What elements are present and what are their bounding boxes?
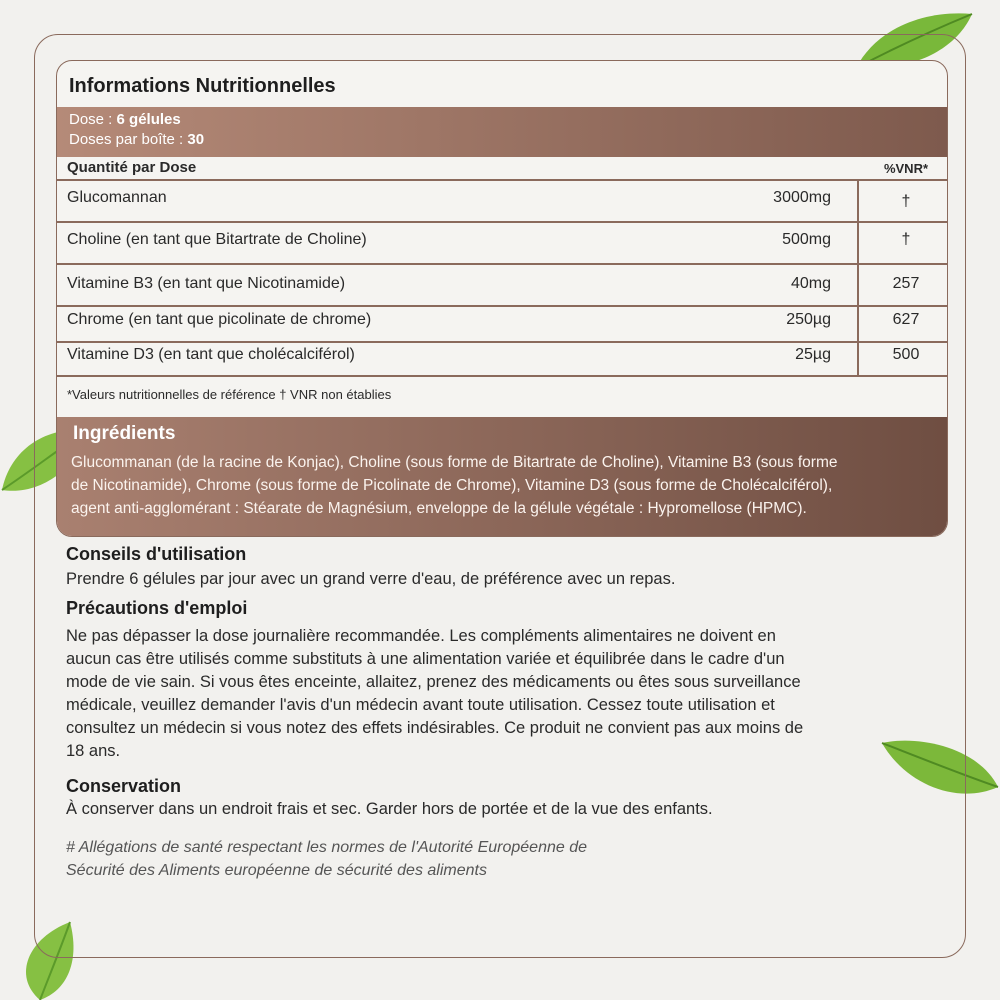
ingredients-line: agent anti-agglomérant : Stéarate de Magnésium, enveloppe de la gélule végétale : Hypromellose (HPMC). [71,500,807,517]
ingredients-text [71,451,937,520]
usage-text: Prendre 6 gélules par jour avec un grand verre d'eau, de préférence avec un repas. [66,570,676,588]
doses-per-box-line [69,131,204,148]
nutrient-vnr: 627 [892,311,920,328]
nutrient-amount: 40mg [790,275,831,292]
nutrient-name: Chrome (en tant que picolinate de chrome) [67,311,372,328]
table-divider [57,375,947,377]
conservation-text: À conserver dans un endroit frais et sec. Garder hors de portée et de la vue des enfants. [66,800,713,818]
nutrient-amount: 25µg [795,346,831,363]
nutrient-vnr: 257 [892,275,920,292]
legal-line: # Allégations de santé respectant les normes de l'Autorité Européenne de [66,839,588,856]
precautions-line: mode de vie sain. Si vous êtes enceinte, allaitez, prenez des médicaments ou êtes sous surveillance [66,673,801,691]
ingredients-band [57,417,947,536]
nutrient-vnr: 500 [892,346,920,363]
table-divider [57,221,947,223]
nutrient-name: Glucomannan [67,189,167,206]
ingredients-title: Ingrédients [73,423,176,444]
precautions-line: Ne pas dépasser la dose journalière recommandée. Les compléments alimentaires ne doivent en [66,627,776,645]
precautions-text [66,625,946,763]
nutrient-amount: 250µg [786,311,831,328]
nutrition-panel [56,60,948,537]
ingredients-line: de Nicotinamide), Chrome (sous forme de Picolinate de Chrome), Vitamine D3 (sous forme de Cholécalciférol), [71,477,833,494]
precautions-line: consultez un médecin si vous notez des effets indésirables. Ce produit ne convient pas aux moins de [66,719,804,737]
doses-per-box-label: Doses par boîte : [69,131,188,148]
nutrient-name: Choline (en tant que Bitartrate de Choline) [67,231,367,248]
table-divider [57,341,947,343]
nutrient-name: Vitamine B3 (en tant que Nicotinamide) [67,275,346,292]
table-divider [57,263,947,265]
nutrient-vnr: † [901,231,911,248]
table-divider [57,305,947,307]
dose-line [69,111,181,128]
legal-line: Sécurité des Aliments européenne de sécurité des aliments [66,862,487,879]
vnr-header: %VNR* [883,161,929,176]
column-divider [857,179,859,375]
precautions-line: médicale, veuillez demander l'avis d'un médecin avant toute utilisation. Cessez toute utilisation et [66,696,775,714]
usage-title: Conseils d'utilisation [66,544,247,564]
table-divider [57,179,947,181]
legal-note [66,836,766,882]
doses-per-box-value: 30 [187,131,205,148]
ingredients-line: Glucommanan (de la racine de Konjac), Choline (sous forme de Bitartrate de Choline), Vitamine B3 (sous forme [71,454,838,471]
dose-value: 6 gélules [116,111,181,128]
nutrient-amount: 500mg [782,231,831,248]
nutrient-amount: 3000mg [773,189,831,206]
dose-label: Dose : [69,111,117,128]
precautions-line: aucun cas être utilisés comme substituts à une alimentation variée et équilibrée dans le cadre d'un [66,650,785,668]
nutrient-vnr: † [901,193,911,210]
quantity-header: Quantité par Dose [67,159,197,176]
precautions-line: 18 ans. [66,742,121,760]
conservation-title: Conservation [66,776,182,796]
nutrient-name: Vitamine D3 (en tant que cholécalciférol) [67,346,355,363]
precautions-title: Précautions d'emploi [66,598,248,618]
vnr-footnote: *Valeurs nutritionnelles de référence † VNR non établies [67,387,392,402]
nutrition-title: Informations Nutritionnelles [69,75,336,97]
dose-band [57,107,947,157]
